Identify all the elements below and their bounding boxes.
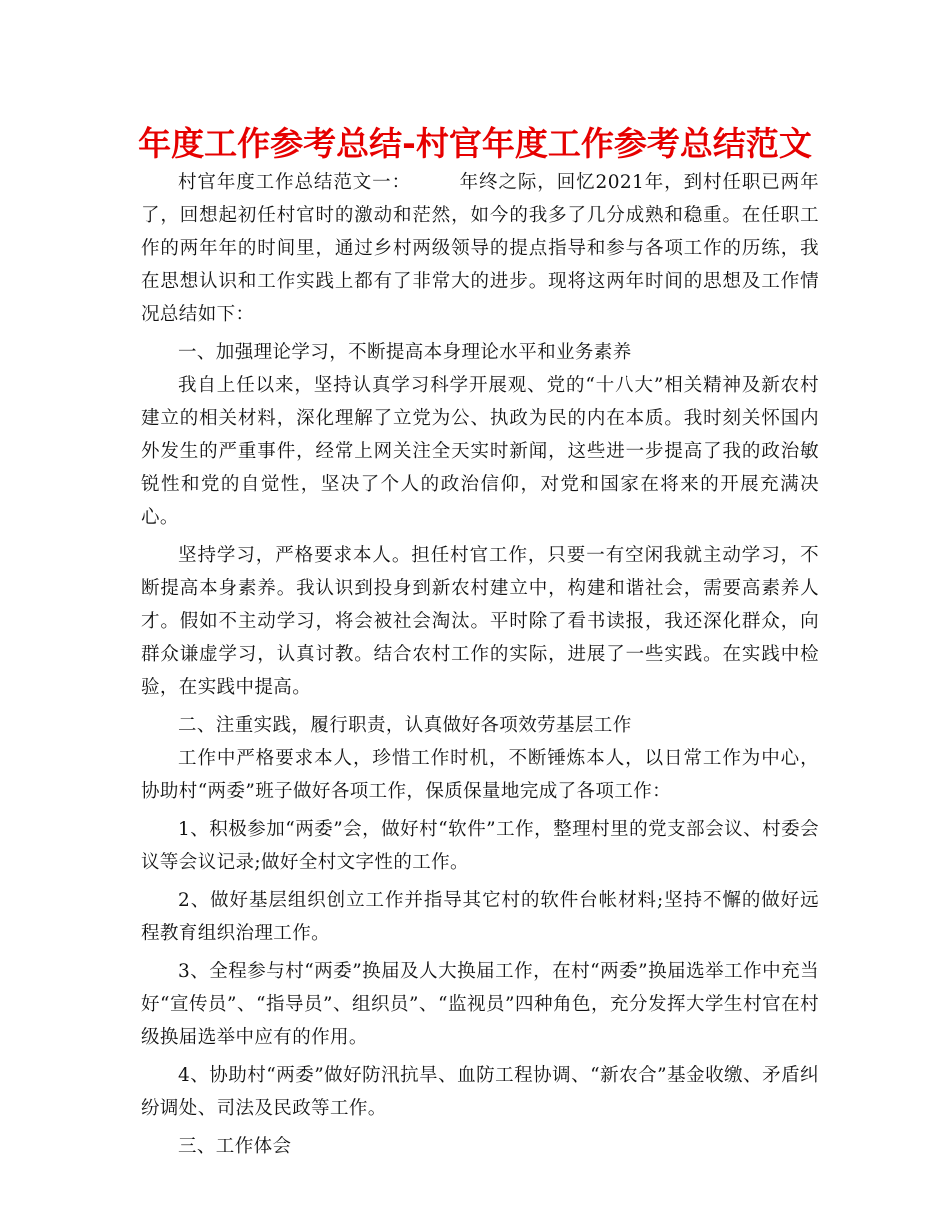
list-item: 2、做好基层组织创立工作并指导其它村的软件台帐材料;坚持不懈的做好远程教育组织治理工作。 bbox=[141, 890, 819, 944]
list-item: 1、积极参加“两委”会，做好村“软件”工作，整理村里的党支部会议、村委会议等会议记录;做好全村文字性的工作。 bbox=[141, 819, 819, 873]
intro-text: 年终之际，回忆2021年，到村任职已两年了，回想起初任村官时的激动和茫然，如今的我多了几分成熟和稳重。在任职工作的两年年的时间里，通过乡村两级领导的提点指导和参与各项工作的历练，我在思想认识和工作实践上都有了非常大的进步。现将这两年时间的思想及工作情况总结如下： bbox=[141, 172, 819, 325]
section-heading-3: 三、工作体会 bbox=[178, 1136, 292, 1157]
paragraph: 我自上任以来，坚持认真学习科学开展观、党的“十八大”相关精神及新农村建立的相关材料，深化理解了立党为公、执政为民的内在本质。我时刻关怀国内外发生的严重事件，经常上网关注全天实时新闻，这些进一步提高了我的政治敏锐性和党的自觉性，坚决了个人的政治信仰，对党和国家在将来的开展充满决心。 bbox=[141, 375, 819, 528]
paragraph: 坚持学习，严格要求本人。担任村官工作，只要一有空闲我就主动学习，不断提高本身素养。我认识到投身到新农村建立中，构建和谐社会，需要高素养人才。假如不主动学习，将会被社会淘汰。平时除了看书读报，我还深化群众，向群众谦虚学习，认真讨教。结合农村工作的实际，进展了一些实践。在实践中检验，在实践中提高。 bbox=[141, 545, 819, 698]
intro-paragraph bbox=[141, 166, 819, 331]
list-item: 3、全程参与村“两委”换届及人大换届工作，在村“两委”换届选举工作中充当好“宣传员”、“指导员”、组织员”、“监视员”四种角色，充分发挥大学生村官在村级换届选举中应有的作用。 bbox=[141, 961, 819, 1048]
list-item: 4、协助村“两委”做好防汛抗旱、血防工程协调、“新农合”基金收缴、矛盾纠纷调处、司法及民政等工作。 bbox=[141, 1065, 819, 1119]
intro-label: 村官年度工作总结范文一： bbox=[178, 172, 412, 193]
section-heading-2: 二、注重实践，履行职责，认真做好各项效劳基层工作 bbox=[178, 715, 632, 736]
section-heading-1: 一、加强理论学习，不断提高本身理论水平和业务素养 bbox=[178, 342, 632, 363]
document-body bbox=[141, 166, 819, 1168]
document-title: 年度工作参考总结-村官年度工作参考总结范文 bbox=[138, 124, 812, 163]
paragraph: 工作中严格要求本人，珍惜工作时机，不断锤炼本人，以日常工作为中心，协助村“两委”班子做好各项工作，保质保量地完成了各项工作： bbox=[141, 748, 819, 802]
